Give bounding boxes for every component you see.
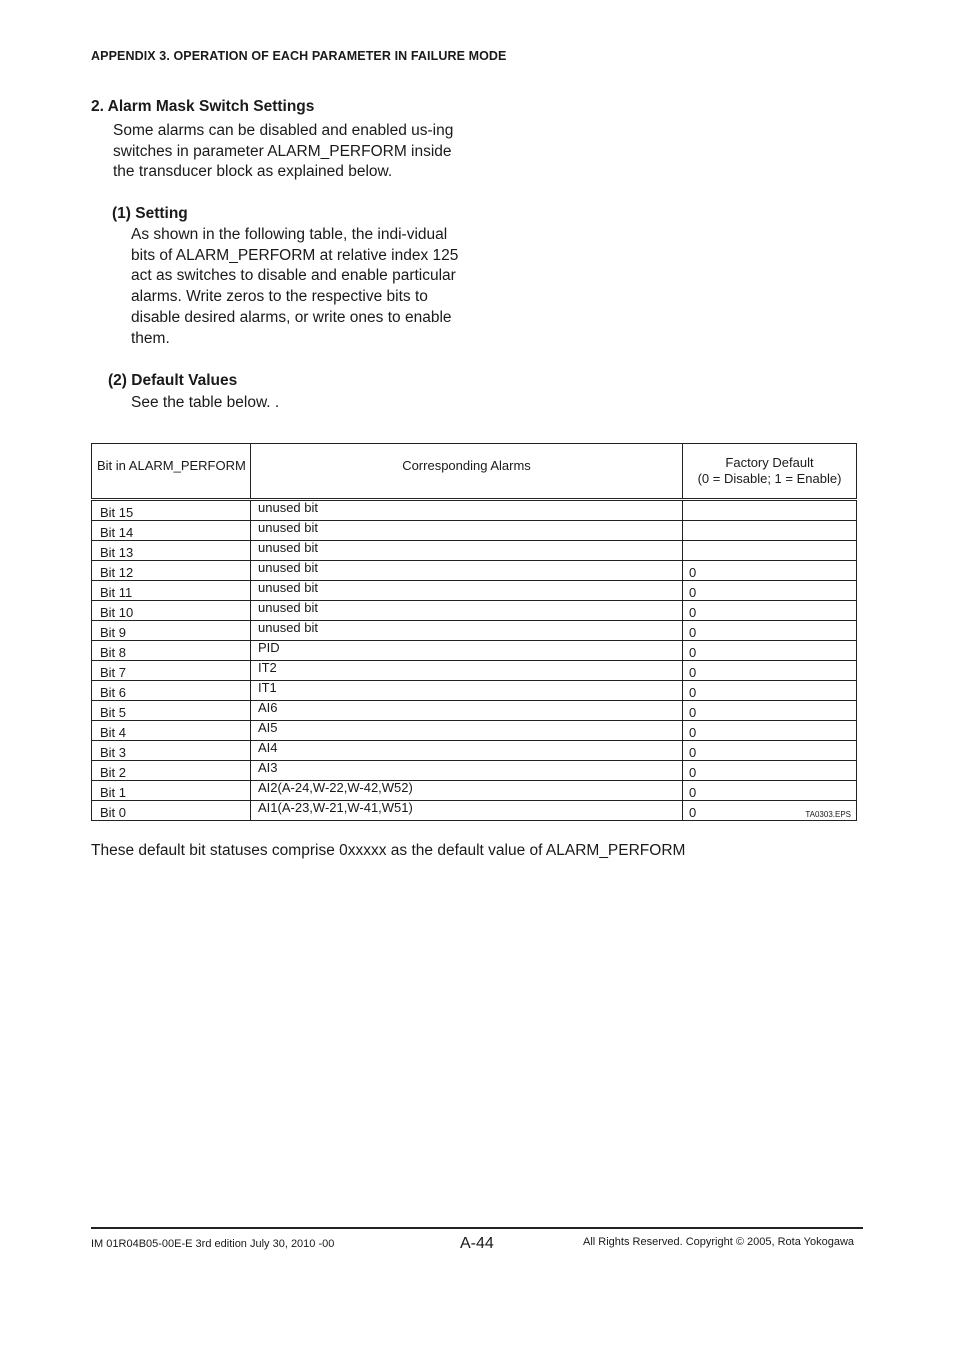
- bit-cell: Bit 4: [92, 721, 251, 741]
- default-cell: 0: [683, 681, 857, 701]
- default-cell: 0: [683, 761, 857, 781]
- footer-rule: [91, 1227, 863, 1229]
- bit-cell: Bit 13: [92, 541, 251, 561]
- bit-cell: Bit 8: [92, 641, 251, 661]
- table-body: [92, 500, 857, 821]
- alarm-cell: AI2(A-24,W-22,W-42,W52): [251, 781, 683, 801]
- figure-id: TA0303.EPS: [805, 810, 851, 819]
- bit-cell: Bit 2: [92, 761, 251, 781]
- default-cell: 0: [683, 801, 857, 821]
- defaults-subtitle: (2) Default Values: [108, 372, 238, 389]
- default-cell: 0: [683, 641, 857, 661]
- alarm-cell: AI4: [251, 741, 683, 761]
- bit-cell: Bit 0: [92, 801, 251, 821]
- header-bit: Bit in ALARM_PERFORM: [92, 444, 251, 500]
- table-row: [92, 721, 857, 741]
- bit-cell: Bit 15: [92, 500, 251, 521]
- alarm-cell: AI5: [251, 721, 683, 741]
- table-row: [92, 521, 857, 541]
- default-cell: 0: [683, 581, 857, 601]
- bit-cell: Bit 9: [92, 621, 251, 641]
- default-cell: 0: [683, 601, 857, 621]
- header-alarms: Corresponding Alarms: [251, 444, 683, 500]
- table-row: [92, 541, 857, 561]
- alarm-cell: unused bit: [251, 621, 683, 641]
- intro-paragraph: Some alarms can be disabled and enabled us-ing switches in parameter ALARM_PERFORM inside the transducer block as explained below.: [113, 122, 454, 181]
- setting-subtitle: (1) Setting: [112, 205, 188, 222]
- default-cell: [683, 500, 857, 521]
- default-cell: 0: [683, 721, 857, 741]
- header-factory-default: [683, 444, 857, 500]
- table-row: [92, 641, 857, 661]
- table-row: [92, 621, 857, 641]
- setting-paragraph: As shown in the following table, the indi-vidual bits of ALARM_PERFORM at relative index 125 act as switches to disable and enable particular alarms. Write zeros to the respective bits to disable desired alarms, or write ones to enable them.: [131, 226, 459, 347]
- bit-cell: Bit 6: [92, 681, 251, 701]
- table-row: [92, 781, 857, 801]
- table-row: [92, 601, 857, 621]
- alarm-cell: unused bit: [251, 521, 683, 541]
- bit-cell: Bit 14: [92, 521, 251, 541]
- closing-paragraph: These default bit statuses comprise 0xxxxx as the default value of ALARM_PERFORM: [91, 842, 686, 859]
- bit-cell: Bit 1: [92, 781, 251, 801]
- table-row: [92, 701, 857, 721]
- bit-cell: Bit 7: [92, 661, 251, 681]
- alarm-cell: AI3: [251, 761, 683, 781]
- table-row: [92, 561, 857, 581]
- alarm-cell: unused bit: [251, 581, 683, 601]
- footer-page-number: A-44: [460, 1235, 494, 1252]
- table-row: [92, 661, 857, 681]
- bit-cell: Bit 12: [92, 561, 251, 581]
- table-row: [92, 681, 857, 701]
- default-cell: 0: [683, 781, 857, 801]
- default-cell: 0: [683, 561, 857, 581]
- bit-cell: Bit 5: [92, 701, 251, 721]
- default-cell: 0: [683, 621, 857, 641]
- default-cell: [683, 521, 857, 541]
- default-cell: 0: [683, 741, 857, 761]
- table-row: [92, 761, 857, 781]
- alarm-cell: unused bit: [251, 561, 683, 581]
- header-default-line1: Factory Default: [725, 455, 814, 470]
- alarm-cell: unused bit: [251, 601, 683, 621]
- footer-copyright: All Rights Reserved. Copyright © 2005, Rota Yokogawa: [583, 1236, 855, 1248]
- alarm-cell: AI6: [251, 701, 683, 721]
- running-head: APPENDIX 3. OPERATION OF EACH PARAMETER IN FAILURE MODE: [91, 49, 507, 63]
- alarm-cell: IT1: [251, 681, 683, 701]
- alarm-perform-table: [91, 443, 857, 821]
- table-row: [92, 801, 857, 821]
- table-row: [92, 581, 857, 601]
- alarm-cell: IT2: [251, 661, 683, 681]
- alarm-cell: unused bit: [251, 500, 683, 521]
- default-cell: 0: [683, 701, 857, 721]
- section-title: 2. Alarm Mask Switch Settings: [91, 98, 315, 115]
- bit-cell: Bit 11: [92, 581, 251, 601]
- default-cell: 0: [683, 661, 857, 681]
- bit-cell: Bit 10: [92, 601, 251, 621]
- alarm-cell: PID: [251, 641, 683, 661]
- table-row: [92, 500, 857, 521]
- default-cell: [683, 541, 857, 561]
- alarm-cell: AI1(A-23,W-21,W-41,W51): [251, 801, 683, 821]
- bit-cell: Bit 3: [92, 741, 251, 761]
- defaults-paragraph: See the table below. .: [131, 394, 280, 411]
- footer-doc-id: IM 01R04B05-00E-E 3rd edition July 30, 2010 -00: [91, 1238, 335, 1250]
- alarm-cell: unused bit: [251, 541, 683, 561]
- header-default-line2: (0 = Disable; 1 = Enable): [697, 471, 842, 486]
- table-row: [92, 741, 857, 761]
